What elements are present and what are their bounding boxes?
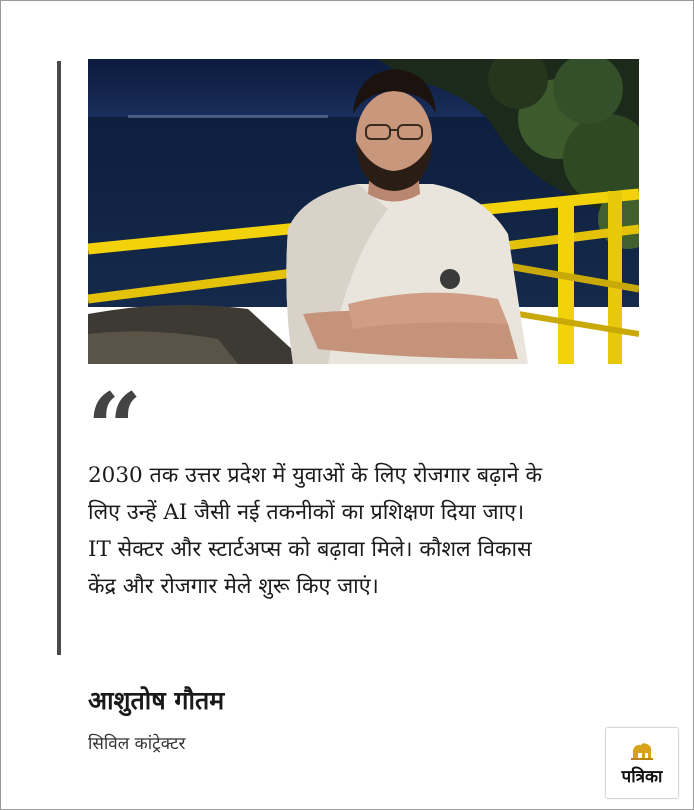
quote-line: IT सेक्टर और स्टार्टअप्स को बढ़ावा मिले। कौशल विकास (88, 537, 532, 562)
quote-text (88, 457, 648, 605)
quote-line: 2030 तक उत्तर प्रदेश में युवाओं के लिए रोजगार बढ़ाने के (88, 463, 543, 488)
quote-mark: “ (87, 372, 137, 485)
patrika-logo (605, 727, 679, 799)
logo-text: पत्रिका (621, 767, 663, 787)
accent-bar (57, 61, 61, 655)
quote-line: लिए उन्हें AI जैसी नई तकनीकों का प्रशिक्षण दिया जाए। (88, 500, 525, 525)
portrait-photo (88, 59, 639, 364)
quote-line: केंद्र और रोजगार मेले शुरू किए जाएं। (88, 574, 379, 599)
person-role: सिविल कांट्रेक्टर (88, 734, 186, 754)
person-name: आशुतोष गौतम (88, 686, 225, 715)
lion-emblem-icon (629, 740, 655, 760)
